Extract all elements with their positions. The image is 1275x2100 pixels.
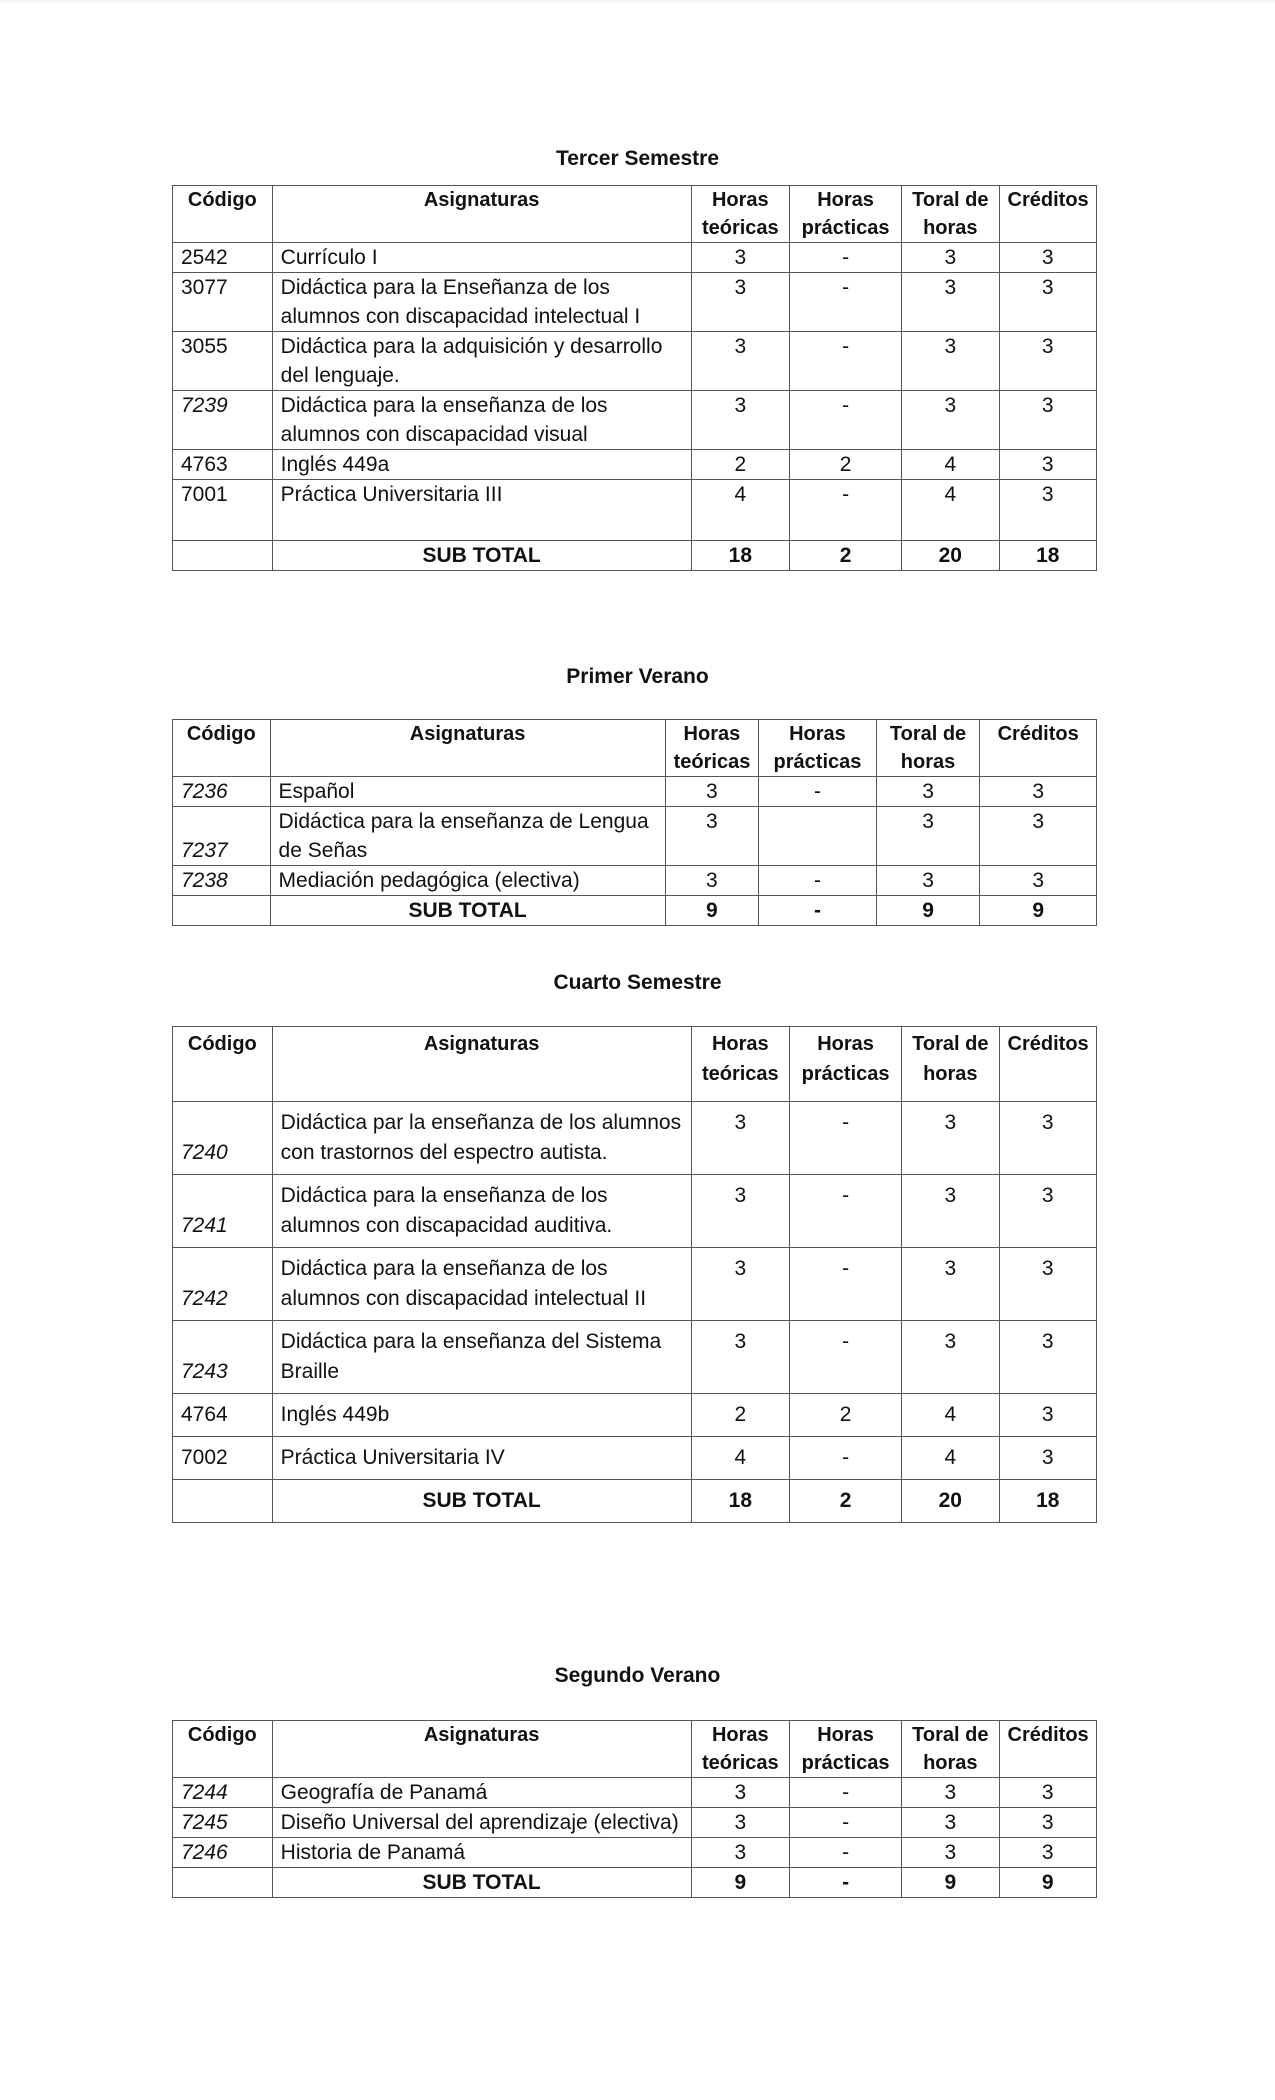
table-tercer-semestre — [172, 185, 1097, 571]
cell-practice: - — [790, 1838, 902, 1868]
cell-empty — [173, 1868, 273, 1898]
cell-empty — [173, 896, 271, 926]
scan-edge — [0, 0, 1275, 4]
table-row — [173, 480, 1097, 541]
cell-code: 7245 — [173, 1808, 273, 1838]
cell-subject: Mediación pedagógica (electiva) — [270, 866, 665, 896]
table-row — [173, 866, 1097, 896]
table-segundo-verano — [172, 1720, 1097, 1898]
cell-code: 7001 — [173, 480, 273, 541]
header-practice: Horas prácticas — [759, 720, 877, 777]
table-header-row — [173, 1027, 1097, 1102]
cell-total: 3 — [902, 391, 999, 450]
cell-total: 3 — [902, 1808, 999, 1838]
section-title-tercer-semestre: Tercer Semestre — [555, 147, 720, 170]
cell-theory: 3 — [691, 1838, 790, 1868]
cell-practice: - — [790, 1175, 902, 1248]
section-title-primer-verano: Primer Verano — [566, 665, 709, 688]
cell-practice: - — [790, 1321, 902, 1394]
cell-subject: Didáctica para la enseñanza de los alumnos con discapacidad visual — [272, 391, 691, 450]
cell-theory: 3 — [691, 1102, 790, 1175]
cell-theory: 4 — [691, 480, 790, 541]
cell-code: 7243 — [173, 1321, 273, 1394]
cell-theory: 3 — [691, 1808, 790, 1838]
cell-credits: 3 — [999, 450, 1096, 480]
table-primer-verano — [172, 719, 1097, 926]
table-row — [173, 1778, 1097, 1808]
subtotal-theory: 9 — [691, 1868, 790, 1898]
table-row — [173, 243, 1097, 273]
cell-total: 3 — [902, 1102, 999, 1175]
cell-total: 3 — [902, 243, 999, 273]
cell-credits: 3 — [980, 866, 1097, 896]
cell-practice: 2 — [790, 450, 902, 480]
table-row — [173, 1175, 1097, 1248]
cell-theory: 2 — [691, 450, 790, 480]
subtotal-practice: - — [790, 1868, 902, 1898]
cell-code: 7244 — [173, 1778, 273, 1808]
cell-code: 7237 — [173, 807, 271, 866]
cell-credits: 3 — [999, 332, 1096, 391]
table-row — [173, 1394, 1097, 1437]
cell-subject: Didáctica para la adquisición y desarrollo del lenguaje. — [272, 332, 691, 391]
cell-total: 3 — [902, 1778, 999, 1808]
cell-credits: 3 — [980, 777, 1097, 807]
header-total: Toral de horas — [902, 186, 999, 243]
cell-theory: 3 — [691, 1248, 790, 1321]
table-row — [173, 807, 1097, 866]
header-total: Toral de horas — [876, 720, 980, 777]
cell-credits: 3 — [999, 391, 1096, 450]
subtotal-theory: 9 — [665, 896, 759, 926]
cell-code: 4763 — [173, 450, 273, 480]
cell-subject: Didáctica para la enseñanza de los alumnos con discapacidad auditiva. — [272, 1175, 691, 1248]
header-theory: Horas teóricas — [665, 720, 759, 777]
cell-credits: 3 — [999, 1102, 1096, 1175]
cell-theory: 3 — [691, 1778, 790, 1808]
header-credits: Créditos — [980, 720, 1097, 777]
cell-subject: Inglés 449a — [272, 450, 691, 480]
cell-theory: 3 — [691, 391, 790, 450]
cell-total: 3 — [902, 273, 999, 332]
cell-practice: - — [790, 1778, 902, 1808]
cell-subject: Didáctica para la enseñanza de Lengua de Señas — [270, 807, 665, 866]
subtotal-total: 9 — [876, 896, 980, 926]
subtotal-label: SUB TOTAL — [272, 541, 691, 571]
cell-theory: 3 — [665, 807, 759, 866]
cell-total: 4 — [902, 1394, 999, 1437]
cell-practice: - — [759, 866, 877, 896]
cell-code: 3055 — [173, 332, 273, 391]
cell-total: 3 — [902, 1175, 999, 1248]
cell-theory: 3 — [691, 332, 790, 391]
cell-code: 3077 — [173, 273, 273, 332]
cell-code: 7246 — [173, 1838, 273, 1868]
subtotal-row — [173, 896, 1097, 926]
subtotal-label: SUB TOTAL — [272, 1480, 691, 1523]
subtotal-practice: 2 — [790, 541, 902, 571]
cell-practice: 2 — [790, 1394, 902, 1437]
header-practice: Horas prácticas — [790, 1721, 902, 1778]
cell-practice: - — [790, 332, 902, 391]
cell-total: 3 — [902, 1321, 999, 1394]
cell-subject: Diseño Universal del aprendizaje (electiva) — [272, 1808, 691, 1838]
header-theory: Horas teóricas — [691, 186, 790, 243]
table-row — [173, 391, 1097, 450]
table-header-row — [173, 1721, 1097, 1778]
header-subjects: Asignaturas — [272, 1027, 691, 1102]
table-header-row — [173, 720, 1097, 777]
cell-credits: 3 — [999, 1778, 1096, 1808]
header-code: Código — [173, 720, 271, 777]
cell-subject: Didáctica para la Enseñanza de los alumnos con discapacidad intelectual I — [272, 273, 691, 332]
subtotal-row — [173, 1868, 1097, 1898]
subtotal-theory: 18 — [691, 1480, 790, 1523]
cell-code: 7242 — [173, 1248, 273, 1321]
cell-credits: 3 — [999, 1437, 1096, 1480]
header-theory: Horas teóricas — [691, 1721, 790, 1778]
subtotal-label: SUB TOTAL — [272, 1868, 691, 1898]
cell-practice: - — [790, 1808, 902, 1838]
header-credits: Créditos — [999, 186, 1096, 243]
cell-credits: 3 — [999, 480, 1096, 541]
cell-credits: 3 — [999, 1248, 1096, 1321]
cell-credits: 3 — [999, 1838, 1096, 1868]
cell-credits: 3 — [999, 1321, 1096, 1394]
header-credits: Créditos — [999, 1721, 1096, 1778]
cell-credits: 3 — [999, 273, 1096, 332]
cell-theory: 3 — [691, 1175, 790, 1248]
table-row — [173, 1248, 1097, 1321]
cell-subject: Didáctica para la enseñanza de los alumnos con discapacidad intelectual II — [272, 1248, 691, 1321]
section-title-segundo-verano: Segundo Verano — [554, 1664, 721, 1687]
cell-practice: - — [790, 1102, 902, 1175]
cell-subject: Práctica Universitaria IV — [272, 1437, 691, 1480]
subtotal-credits: 9 — [980, 896, 1097, 926]
table-row — [173, 450, 1097, 480]
cell-credits: 3 — [980, 807, 1097, 866]
cell-empty — [173, 1480, 273, 1523]
subtotal-total: 9 — [902, 1868, 999, 1898]
cell-practice: - — [790, 1248, 902, 1321]
cell-theory: 3 — [691, 243, 790, 273]
cell-subject: Geografía de Panamá — [272, 1778, 691, 1808]
cell-code: 4764 — [173, 1394, 273, 1437]
header-code: Código — [173, 1721, 273, 1778]
cell-total: 4 — [902, 450, 999, 480]
cell-credits: 3 — [999, 1808, 1096, 1838]
cell-total: 3 — [902, 1248, 999, 1321]
header-credits: Créditos — [999, 1027, 1096, 1102]
subtotal-credits: 18 — [999, 541, 1096, 571]
header-theory: Horas teóricas — [691, 1027, 790, 1102]
table-row — [173, 273, 1097, 332]
cell-code: 7238 — [173, 866, 271, 896]
cell-subject: Currículo I — [272, 243, 691, 273]
cell-total: 3 — [876, 807, 980, 866]
cell-code: 7240 — [173, 1102, 273, 1175]
header-subjects: Asignaturas — [272, 1721, 691, 1778]
cell-practice: - — [790, 1437, 902, 1480]
table-header-row — [173, 186, 1097, 243]
cell-total: 4 — [902, 480, 999, 541]
cell-practice: - — [790, 273, 902, 332]
table-row — [173, 1321, 1097, 1394]
cell-practice: - — [790, 243, 902, 273]
subtotal-credits: 9 — [999, 1868, 1096, 1898]
table-row — [173, 1102, 1097, 1175]
cell-theory: 3 — [691, 273, 790, 332]
cell-practice: - — [790, 391, 902, 450]
cell-code: 2542 — [173, 243, 273, 273]
header-practice: Horas prácticas — [790, 1027, 902, 1102]
table-row — [173, 777, 1097, 807]
cell-subject: Didáctica para la enseñanza del Sistema Braille — [272, 1321, 691, 1394]
cell-total: 3 — [876, 777, 980, 807]
cell-subject: Didáctica par la enseñanza de los alumnos con trastornos del espectro autista. — [272, 1102, 691, 1175]
cell-theory: 3 — [691, 1321, 790, 1394]
header-practice: Horas prácticas — [790, 186, 902, 243]
cell-subject: Práctica Universitaria III — [272, 480, 691, 541]
subtotal-label: SUB TOTAL — [270, 896, 665, 926]
cell-total: 3 — [902, 1838, 999, 1868]
cell-credits: 3 — [999, 1394, 1096, 1437]
cell-total: 3 — [876, 866, 980, 896]
subtotal-row — [173, 541, 1097, 571]
subtotal-total: 20 — [902, 541, 999, 571]
cell-code: 7002 — [173, 1437, 273, 1480]
cell-total: 4 — [902, 1437, 999, 1480]
cell-total: 3 — [902, 332, 999, 391]
subtotal-credits: 18 — [999, 1480, 1096, 1523]
header-total: Toral de horas — [902, 1027, 999, 1102]
cell-subject: Historia de Panamá — [272, 1838, 691, 1868]
subtotal-row — [173, 1480, 1097, 1523]
header-subjects: Asignaturas — [270, 720, 665, 777]
table-row — [173, 332, 1097, 391]
cell-practice: - — [790, 480, 902, 541]
cell-practice — [759, 807, 877, 866]
cell-code: 7239 — [173, 391, 273, 450]
table-row — [173, 1437, 1097, 1480]
cell-credits: 3 — [999, 243, 1096, 273]
table-row — [173, 1838, 1097, 1868]
subtotal-practice: - — [759, 896, 877, 926]
table-cuarto-semestre — [172, 1026, 1097, 1523]
cell-theory: 3 — [665, 866, 759, 896]
subtotal-practice: 2 — [790, 1480, 902, 1523]
cell-practice: - — [759, 777, 877, 807]
cell-subject: Español — [270, 777, 665, 807]
cell-theory: 2 — [691, 1394, 790, 1437]
subtotal-theory: 18 — [691, 541, 790, 571]
cell-empty — [173, 541, 273, 571]
header-subjects: Asignaturas — [272, 186, 691, 243]
cell-theory: 3 — [665, 777, 759, 807]
header-code: Código — [173, 1027, 273, 1102]
cell-theory: 4 — [691, 1437, 790, 1480]
cell-subject: Inglés 449b — [272, 1394, 691, 1437]
table-row — [173, 1808, 1097, 1838]
cell-code: 7236 — [173, 777, 271, 807]
section-title-cuarto-semestre: Cuarto Semestre — [553, 971, 722, 994]
cell-credits: 3 — [999, 1175, 1096, 1248]
subtotal-total: 20 — [902, 1480, 999, 1523]
header-code: Código — [173, 186, 273, 243]
cell-code: 7241 — [173, 1175, 273, 1248]
header-total: Toral de horas — [902, 1721, 999, 1778]
